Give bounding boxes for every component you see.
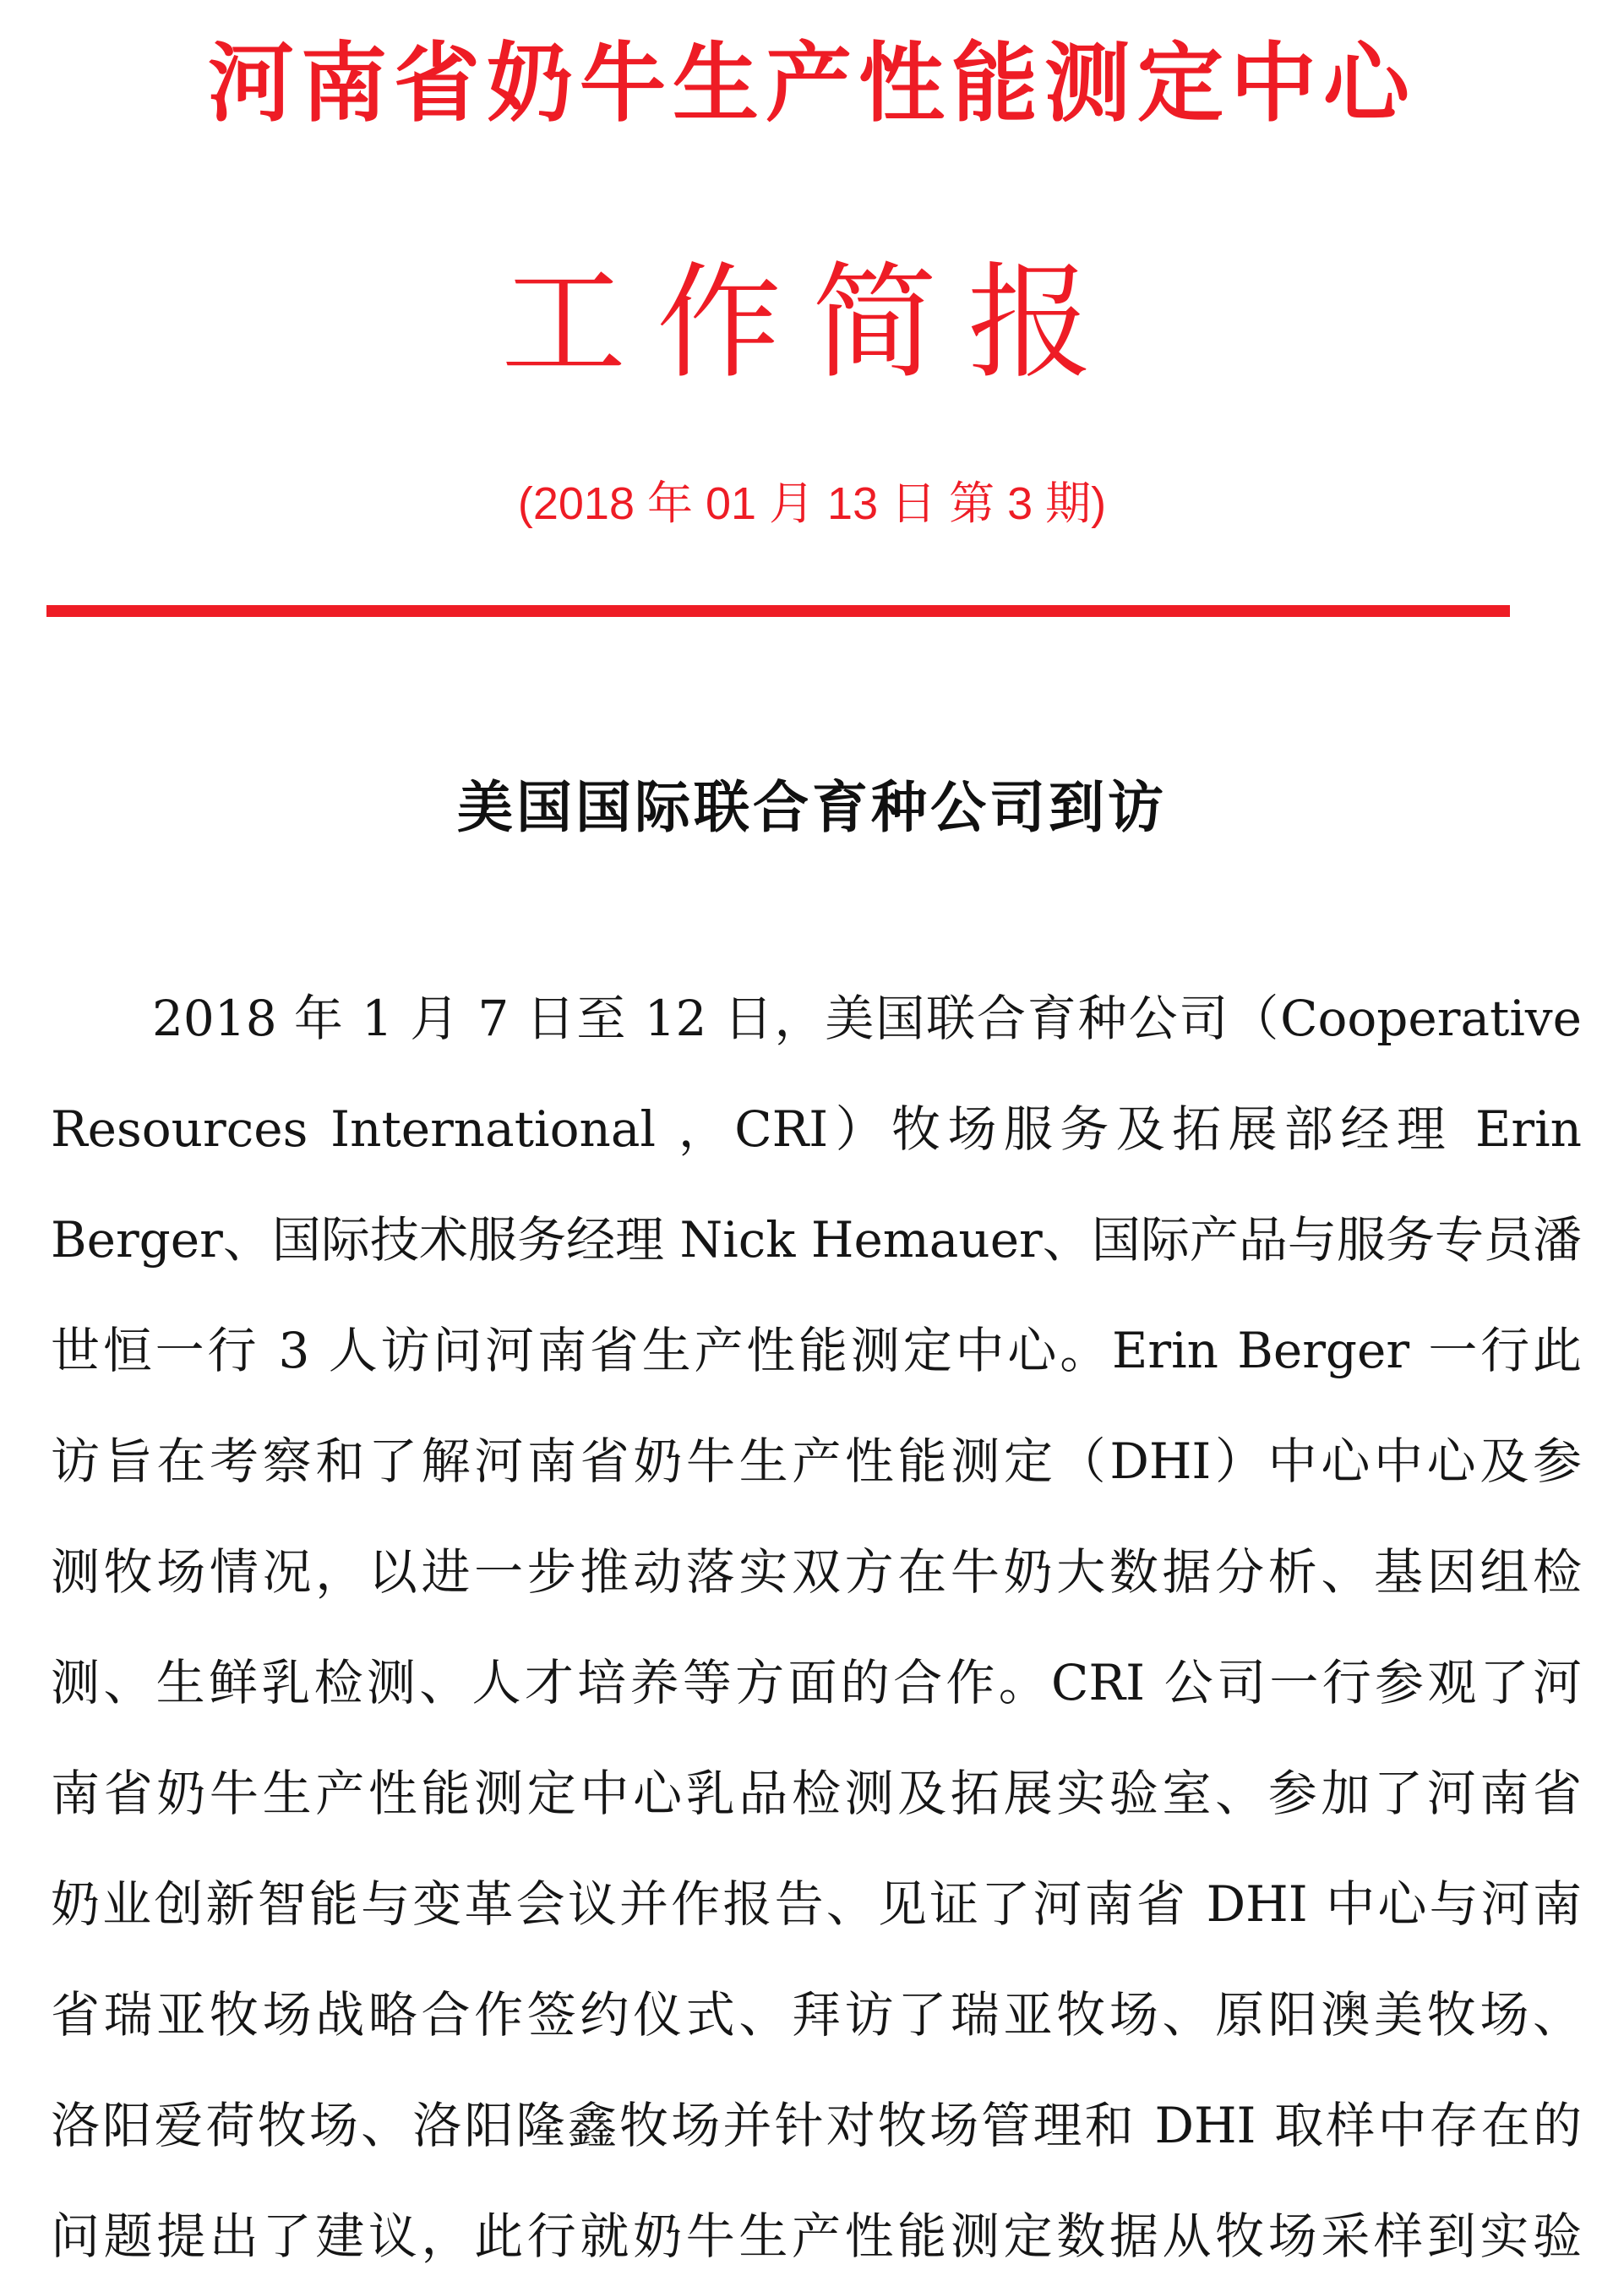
body-line: 访旨在考察和了解河南省奶牛生产性能测定（DHI）中心中心及参 xyxy=(51,1432,1582,1490)
article-body xyxy=(51,963,1582,2292)
body-line: 省瑞亚牧场战略合作签约仪式、拜访了瑞亚牧场、原阳澳美牧场、 xyxy=(51,1986,1582,2044)
body-line: 南省奶牛生产性能测定中心乳品检测及拓展实验室、参加了河南省 xyxy=(51,1765,1582,1822)
body-line: Berger、国际技术服务经理 Nick Hemauer、国际产品与服务专员潘 xyxy=(51,1211,1582,1269)
red-divider xyxy=(46,605,1510,617)
body-line: 奶业创新智能与变革会议并作报告、见证了河南省 DHI 中心与河南 xyxy=(51,1875,1582,1933)
body-line: 测、生鲜乳检测、人才培养等方面的合作。CRI 公司一行参观了河 xyxy=(51,1654,1582,1711)
body-line: 问题提出了建议，此行就奶牛生产性能测定数据从牧场采样到实验 xyxy=(51,2207,1582,2265)
issue-date: (2018 年 01 月 13 日 第 3 期) xyxy=(517,478,1107,529)
body-line: 世恒一行 3 人访问河南省生产性能测定中心。Erin Berger 一行此 xyxy=(51,1322,1582,1379)
organization-title: 河南省奶牛生产性能测定中心 xyxy=(208,34,1416,134)
bulletin-title: 工作简报 xyxy=(501,250,1123,396)
body-line: 洛阳爱荷牧场、洛阳隆鑫牧场并针对牧场管理和 DHI 取样中存在的 xyxy=(51,2097,1582,2154)
body-line: 2018 年 1 月 7 日至 12 日，美国联合育种公司（Cooperative xyxy=(152,990,1582,1047)
body-line: Resources International ，CRI）牧场服务及拓展部经理 Erin xyxy=(51,1100,1582,1158)
article-title: 美国国际联合育种公司到访 xyxy=(457,775,1167,840)
body-line: 测牧场情况，以进一步推动落实双方在牛奶大数据分析、基因组检 xyxy=(51,1543,1582,1601)
